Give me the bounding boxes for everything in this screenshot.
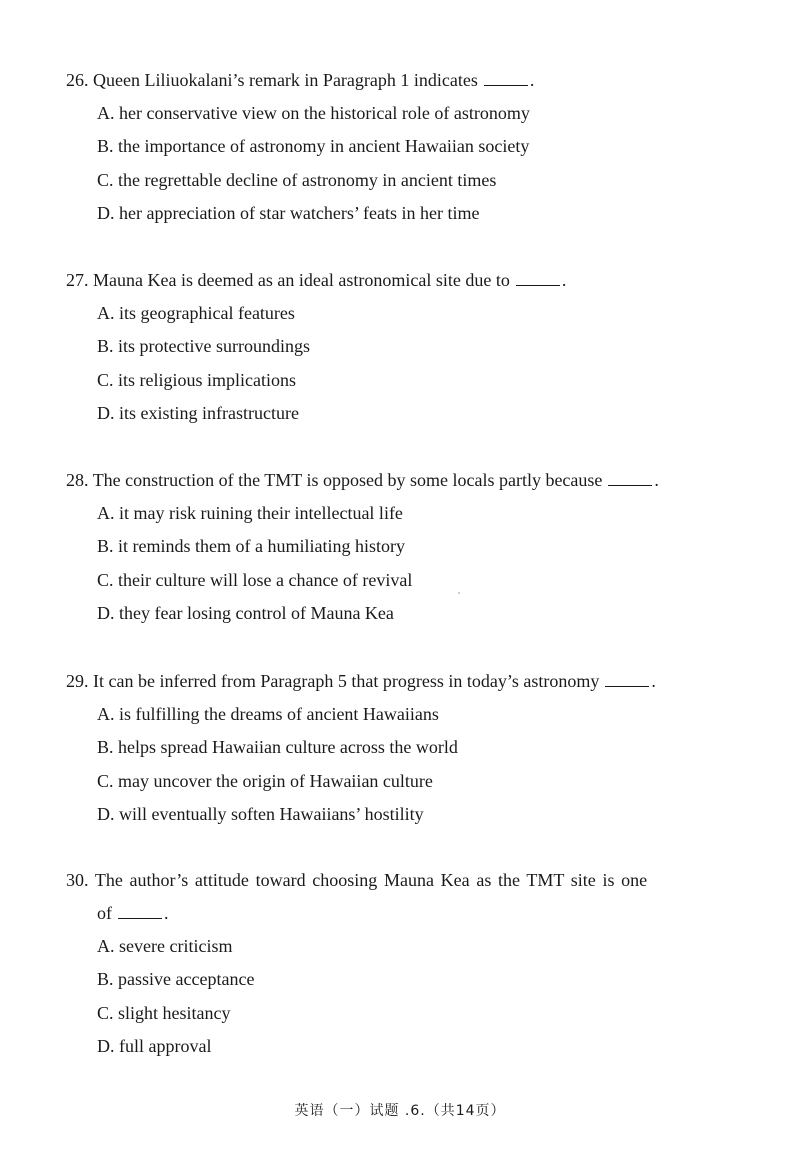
option-text: passive acceptance (118, 969, 255, 990)
option-text: its existing infrastructure (119, 402, 299, 423)
option-letter: A. (97, 103, 115, 123)
option-text: the regrettable decline of astronomy in ancient times (118, 169, 497, 190)
scan-speck (458, 592, 460, 594)
option-letter: C. (97, 169, 114, 190)
option-text: their culture will lose a chance of revival (118, 569, 413, 590)
option-letter: B. (97, 536, 114, 557)
question-text: Mauna Kea is deemed as an ideal astronomical site due to (93, 270, 510, 290)
option-b (97, 963, 726, 996)
option-a (97, 297, 726, 330)
question-text: Queen Liliuokalani’s remark in Paragraph 1 indicates (93, 70, 478, 90)
option-b (97, 530, 726, 563)
question-stem: 29. It can be inferred from Paragraph 5 that progress in today’s astronomy . (66, 671, 656, 691)
option-list (66, 497, 726, 630)
question-28 (66, 464, 726, 630)
option-letter: A. (97, 303, 115, 323)
question-text: It can be inferred from Paragraph 5 that progress in today’s astronomy (93, 671, 600, 691)
question-text-continuation: of (97, 903, 112, 923)
question-29 (66, 665, 726, 831)
option-b (97, 731, 726, 764)
question-number: 30. (66, 870, 89, 890)
option-text: her appreciation of star watchers’ feats in her time (119, 202, 480, 223)
option-a (97, 698, 726, 731)
option-text: severe criticism (119, 936, 233, 956)
option-list (66, 698, 726, 831)
option-letter: A. (97, 503, 115, 523)
question-number: 29. (66, 671, 89, 691)
answer-blank (608, 471, 652, 486)
option-b (97, 130, 726, 163)
option-text: its religious implications (118, 369, 297, 390)
option-d (97, 597, 726, 630)
answer-blank (516, 271, 560, 286)
option-c (97, 564, 726, 597)
option-a (97, 497, 726, 530)
option-text: may uncover the origin of Hawaiian culture (118, 770, 433, 791)
option-letter: B. (97, 336, 114, 357)
option-letter: C. (97, 1002, 114, 1023)
option-letter: B. (97, 136, 114, 157)
question-27 (66, 264, 726, 430)
question-stem (66, 864, 726, 897)
option-text: helps spread Hawaiian culture across the world (118, 737, 458, 758)
question-30 (66, 864, 726, 1063)
option-c (97, 765, 726, 798)
option-list (66, 930, 726, 1063)
option-d (97, 1030, 726, 1063)
answer-blank (118, 904, 162, 919)
option-c (97, 997, 726, 1030)
option-text: will eventually soften Hawaiians’ hostility (119, 803, 424, 824)
option-letter: C. (97, 770, 114, 791)
option-letter: D. (97, 602, 115, 623)
option-letter: C. (97, 569, 114, 590)
question-number: 27. (66, 270, 89, 290)
option-text: is fulfilling the dreams of ancient Hawaiians (119, 704, 439, 724)
answer-blank (484, 71, 528, 86)
option-text: the importance of astronomy in ancient Hawaiian society (118, 136, 530, 157)
option-text: full approval (119, 1035, 212, 1056)
option-text: its geographical features (119, 303, 295, 323)
question-number: 26. (66, 70, 89, 90)
option-letter: A. (97, 936, 115, 956)
option-a (97, 97, 726, 130)
question-26 (66, 64, 726, 230)
option-d (97, 397, 726, 430)
option-text: they fear losing control of Mauna Kea (119, 602, 394, 623)
question-text: The construction of the TMT is opposed by some locals partly because (92, 470, 603, 490)
option-c (97, 164, 726, 197)
option-text: her conservative view on the historical role of astronomy (119, 103, 530, 123)
option-c (97, 364, 726, 397)
option-a (97, 930, 726, 963)
option-list (66, 97, 726, 230)
option-letter: C. (97, 369, 114, 390)
option-text: its protective surroundings (118, 336, 310, 357)
option-text: it reminds them of a humiliating history (118, 536, 405, 557)
question-stem: 28. The construction of the TMT is opposed by some locals partly because . (66, 470, 659, 490)
option-b (97, 330, 726, 363)
option-letter: D. (97, 1035, 115, 1056)
option-letter: D. (97, 803, 115, 824)
option-list (66, 297, 726, 430)
page-footer: 英语（一）试题 .6.（共14页） (294, 1103, 506, 1119)
question-text: The author’s attitude toward choosing Mauna Kea as the TMT site is one (94, 870, 648, 890)
option-letter: D. (97, 202, 115, 223)
option-letter: A. (97, 704, 115, 724)
question-number: 28. (66, 470, 89, 490)
question-stem: 27. Mauna Kea is deemed as an ideal astronomical site due to . (66, 270, 567, 290)
question-stem: 26. Queen Liliuokalani’s remark in Paragraph 1 indicates . (66, 70, 535, 90)
option-letter: B. (97, 969, 114, 990)
question-stem-continuation: of . (97, 903, 169, 923)
option-letter: B. (97, 737, 114, 758)
answer-blank (605, 672, 649, 687)
option-text: slight hesitancy (118, 1002, 231, 1023)
option-text: it may risk ruining their intellectual life (119, 503, 403, 523)
option-d (97, 197, 726, 230)
option-d (97, 798, 726, 831)
option-letter: D. (97, 402, 115, 423)
